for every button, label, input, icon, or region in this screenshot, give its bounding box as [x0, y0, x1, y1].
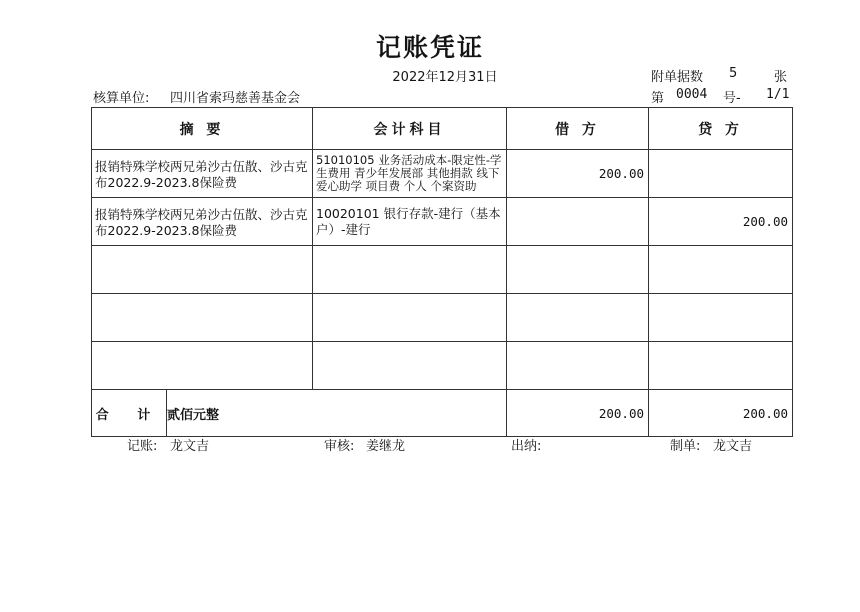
summary-cell [92, 150, 313, 198]
voucher-title: 记账凭证 [375, 33, 484, 62]
total-in-words: 贰佰元整 [167, 390, 507, 437]
bookkeeper-name: 龙文吉 [170, 439, 210, 454]
credit-cell [649, 150, 793, 198]
voucher-number-prefix: 第 [651, 91, 665, 106]
debit-cell [507, 294, 649, 342]
summary-cell [92, 342, 313, 390]
reviewer-label: 审核: [324, 439, 355, 454]
header-credit: 贷 方 [649, 108, 793, 150]
total-row [92, 390, 793, 437]
summary-text: 报销特殊学校两兄弟沙古伍散、沙古克布2022.9-2023.8保险费 [95, 159, 308, 190]
credit-cell [649, 342, 793, 390]
table-row [92, 150, 793, 198]
attachment-count: 5 [729, 66, 738, 81]
page-indicator: 1/1 [766, 87, 790, 102]
debit-cell [507, 342, 649, 390]
summary-text [92, 342, 312, 351]
account-cell [313, 294, 507, 342]
header-debit: 借 方 [507, 108, 649, 150]
bookkeeper-label: 记账: [127, 439, 158, 454]
summary-text [92, 294, 312, 303]
account-text [313, 342, 506, 346]
account-cell [313, 342, 507, 390]
header-account: 会计科目 [313, 108, 507, 150]
unit-name: 四川省索玛慈善基金会 [170, 91, 301, 106]
header-row [92, 108, 793, 150]
summary-text [92, 246, 312, 255]
debit-cell [507, 150, 649, 198]
debit-cell [507, 246, 649, 294]
summary-cell [92, 198, 313, 246]
reviewer-name: 姜继龙 [366, 439, 406, 454]
account-cell [313, 198, 507, 246]
total-debit: 200.00 [598, 405, 644, 421]
preparer-name: 龙文吉 [713, 439, 753, 454]
summary-text: 报销特殊学校两兄弟沙古伍散、沙古克布2022.9-2023.8保险费 [95, 207, 308, 238]
account-text [313, 246, 506, 250]
table-row [92, 294, 793, 342]
account-text: 10020101 银行存款-建行（基本户）-建行 [316, 206, 501, 237]
credit-cell [649, 294, 793, 342]
credit-amount: 200.00 [742, 214, 788, 229]
unit-label: 核算单位: [93, 91, 150, 106]
total-credit-cell [649, 390, 793, 437]
debit-cell [507, 198, 649, 246]
total-debit-cell [507, 390, 649, 437]
voucher-date: 2022年12月31日 [392, 70, 498, 85]
attachment-label: 附单据数 [651, 70, 704, 85]
account-cell [313, 150, 507, 198]
total-credit: 200.00 [742, 405, 788, 421]
voucher-number: 0004 [676, 87, 708, 102]
preparer-label: 制单: [670, 439, 701, 454]
header-summary: 摘 要 [92, 108, 313, 150]
account-text [313, 294, 506, 298]
attachment-unit: 张 [774, 70, 788, 85]
account-text: 51010105 业务活动成本-限定性-学生费用 青少年发展部 其他捐款 线下爱心助学 项目费 个人 个案资助 [316, 153, 502, 193]
table-row [92, 198, 793, 246]
table-row [92, 342, 793, 390]
total-label: 合 计 [92, 390, 167, 437]
cashier-label: 出纳: [511, 439, 542, 454]
debit-amount: 200.00 [598, 166, 644, 181]
summary-cell [92, 294, 313, 342]
credit-cell [649, 246, 793, 294]
voucher-table [91, 107, 793, 437]
voucher-number-suffix: 号- [723, 91, 741, 106]
table-row [92, 246, 793, 294]
summary-cell [92, 246, 313, 294]
credit-cell [649, 198, 793, 246]
account-cell [313, 246, 507, 294]
